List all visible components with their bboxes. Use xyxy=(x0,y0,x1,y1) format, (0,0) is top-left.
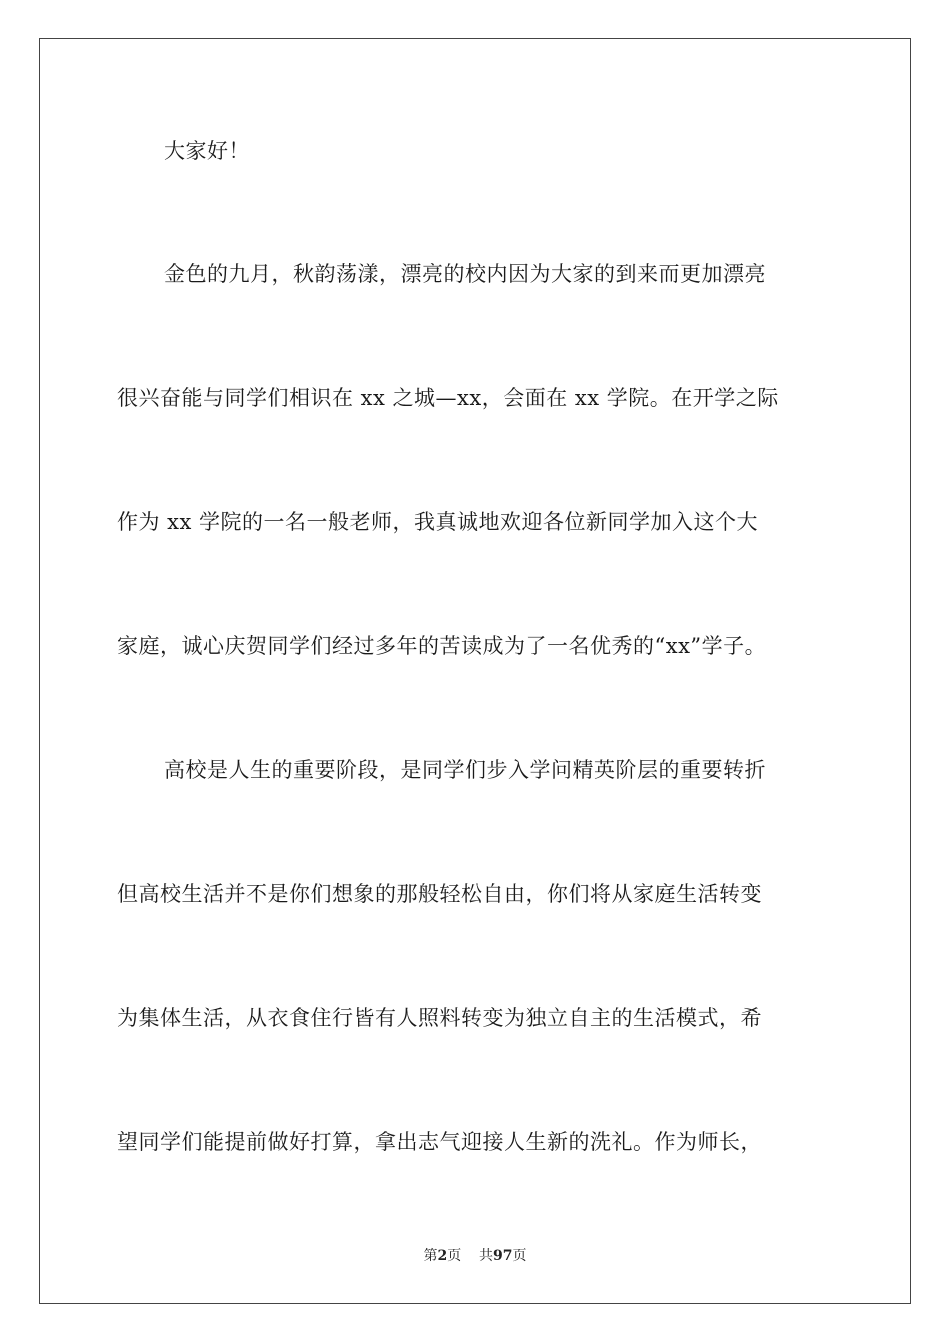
total-prefix: 共 xyxy=(479,1248,494,1264)
total-suffix: 页 xyxy=(512,1248,527,1264)
page-prefix: 第 xyxy=(423,1248,438,1264)
text-line-4: 作为 xx 学院的一名一般老师，我真诚地欢迎各位新同学加入这个大 xyxy=(117,510,759,534)
page-number: 2 xyxy=(437,1248,448,1264)
text-line-2: 金色的九月，秋韵荡漾，漂亮的校内因为大家的到来而更加漂亮 xyxy=(164,262,766,286)
text-line-5: 家庭，诚心庆贺同学们经过多年的苦读成为了一名优秀的“xx”学子。 xyxy=(117,634,767,658)
text-line-7: 但高校生活并不是你们想象的那般轻松自由，你们将从家庭生活转变 xyxy=(117,882,762,906)
page-footer xyxy=(0,1246,950,1266)
text-line-1: 大家好！ xyxy=(164,139,250,163)
page-suffix: 页 xyxy=(447,1248,462,1264)
text-line-8: 为集体生活，从衣食住行皆有人照料转变为独立自主的生活模式，希 xyxy=(117,1006,762,1030)
text-line-3: 很兴奋能与同学们相识在 xx 之城—xx，会面在 xx 学院。在开学之际 xyxy=(117,386,779,410)
page-frame xyxy=(39,38,911,1304)
total-pages: 97 xyxy=(493,1248,513,1264)
text-line-6: 高校是人生的重要阶段，是同学们步入学问精英阶层的重要转折 xyxy=(164,758,766,782)
text-line-9: 望同学们能提前做好打算，拿出志气迎接人生新的洗礼。作为师长， xyxy=(117,1130,762,1154)
